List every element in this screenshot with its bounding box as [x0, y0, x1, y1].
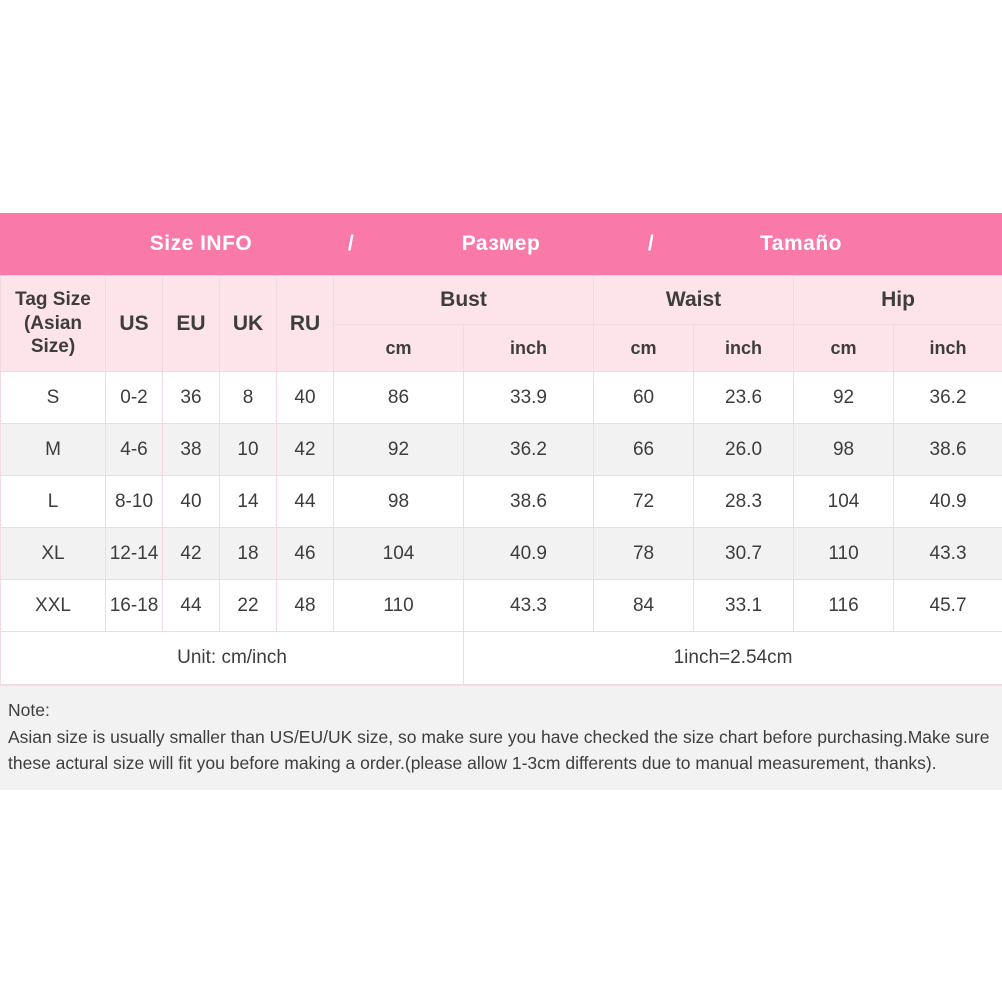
cell-uk: 18 — [220, 528, 277, 580]
cell-bust-inch: 33.9 — [464, 372, 594, 424]
cell-hip-inch: 36.2 — [894, 372, 1002, 424]
header-waist: Waist — [594, 276, 794, 325]
header-us: US — [106, 276, 163, 372]
cell-waist-cm: 84 — [594, 580, 694, 632]
cell-tag: M — [1, 424, 106, 476]
header-uk: UK — [220, 276, 277, 372]
unit-label: Unit: cm/inch — [1, 632, 464, 685]
title-separator-1: / — [347, 232, 355, 255]
cell-waist-inch: 28.3 — [694, 476, 794, 528]
header-eu: EU — [163, 276, 220, 372]
cell-bust-cm: 104 — [334, 528, 464, 580]
cell-bust-cm: 98 — [334, 476, 464, 528]
cell-tag: S — [1, 372, 106, 424]
note-title: Note: — [8, 700, 50, 720]
cell-waist-inch: 30.7 — [694, 528, 794, 580]
cell-hip-inch: 38.6 — [894, 424, 1002, 476]
cell-tag: XXL — [1, 580, 106, 632]
cell-ru: 40 — [277, 372, 334, 424]
cell-uk: 22 — [220, 580, 277, 632]
cell-hip-cm: 116 — [794, 580, 894, 632]
cell-eu: 44 — [163, 580, 220, 632]
title-label-en: Size INFO — [149, 232, 253, 255]
cell-ru: 42 — [277, 424, 334, 476]
cell-tag: XL — [1, 528, 106, 580]
size-info-title-bar — [0, 213, 1002, 275]
cell-us: 4-6 — [106, 424, 163, 476]
cell-waist-cm: 66 — [594, 424, 694, 476]
cell-uk: 14 — [220, 476, 277, 528]
cell-hip-inch: 45.7 — [894, 580, 1002, 632]
header-hip-cm: cm — [794, 325, 894, 372]
cell-eu: 40 — [163, 476, 220, 528]
cell-hip-cm: 110 — [794, 528, 894, 580]
cell-hip-inch: 40.9 — [894, 476, 1002, 528]
header-bust-cm: cm — [334, 325, 464, 372]
cell-waist-cm: 60 — [594, 372, 694, 424]
table-row — [1, 528, 1002, 580]
size-table — [0, 275, 1002, 685]
cell-ru: 48 — [277, 580, 334, 632]
cell-bust-inch: 36.2 — [464, 424, 594, 476]
table-row — [1, 580, 1002, 632]
header-tag-size-line2: (Asian Size) — [23, 312, 83, 358]
cell-us: 16-18 — [106, 580, 163, 632]
cell-eu: 42 — [163, 528, 220, 580]
table-row — [1, 372, 1002, 424]
cell-us: 0-2 — [106, 372, 163, 424]
cell-ru: 46 — [277, 528, 334, 580]
cell-waist-cm: 72 — [594, 476, 694, 528]
header-hip-inch: inch — [894, 325, 1002, 372]
cell-us: 12-14 — [106, 528, 163, 580]
note-block — [0, 685, 1002, 790]
title-label-ru: Размер — [461, 232, 541, 255]
cell-us: 8-10 — [106, 476, 163, 528]
cell-hip-inch: 43.3 — [894, 528, 1002, 580]
cell-waist-inch: 26.0 — [694, 424, 794, 476]
cell-eu: 36 — [163, 372, 220, 424]
cell-uk: 10 — [220, 424, 277, 476]
cell-waist-cm: 78 — [594, 528, 694, 580]
cell-hip-cm: 92 — [794, 372, 894, 424]
header-tag-size — [1, 276, 106, 372]
size-chart — [0, 213, 1002, 790]
table-header-row-1 — [1, 276, 1002, 325]
cell-bust-cm: 86 — [334, 372, 464, 424]
unit-conversion: 1inch=2.54cm — [464, 632, 1002, 685]
header-hip: Hip — [794, 276, 1002, 325]
table-row — [1, 476, 1002, 528]
cell-uk: 8 — [220, 372, 277, 424]
cell-hip-cm: 104 — [794, 476, 894, 528]
cell-bust-inch: 40.9 — [464, 528, 594, 580]
title-separator-2: / — [647, 232, 655, 255]
cell-eu: 38 — [163, 424, 220, 476]
header-tag-size-line1: Tag Size — [15, 288, 91, 310]
header-waist-cm: cm — [594, 325, 694, 372]
header-bust: Bust — [334, 276, 594, 325]
title-label-es: Tamaño — [760, 232, 842, 255]
cell-waist-inch: 33.1 — [694, 580, 794, 632]
table-row — [1, 424, 1002, 476]
cell-ru: 44 — [277, 476, 334, 528]
unit-row — [1, 632, 1002, 685]
cell-waist-inch: 23.6 — [694, 372, 794, 424]
cell-tag: L — [1, 476, 106, 528]
cell-hip-cm: 98 — [794, 424, 894, 476]
header-waist-inch: inch — [694, 325, 794, 372]
note-body: Asian size is usually smaller than US/EU/UK size, so make sure you have checked the size chart before purchasing.Make sure these actural size will fit you before making a order.(please allow 1-3cm differents due to manual measurement, thanks). — [8, 727, 990, 773]
header-bust-inch: inch — [464, 325, 594, 372]
cell-bust-inch: 43.3 — [464, 580, 594, 632]
cell-bust-cm: 110 — [334, 580, 464, 632]
cell-bust-inch: 38.6 — [464, 476, 594, 528]
header-ru: RU — [277, 276, 334, 372]
cell-bust-cm: 92 — [334, 424, 464, 476]
